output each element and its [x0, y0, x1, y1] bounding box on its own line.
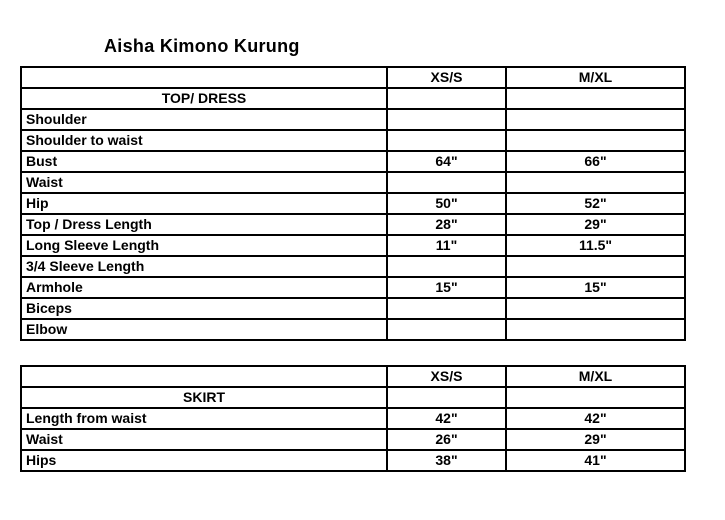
measurement-row — [21, 214, 685, 235]
measurement-value-cell: 66" — [506, 151, 685, 172]
measurement-value-cell — [506, 256, 685, 277]
measurement-label-cell: Shoulder — [21, 109, 387, 130]
measurement-label-cell: Waist — [21, 172, 387, 193]
measurement-value-cell: 50" — [387, 193, 506, 214]
size-column-header: M/XL — [506, 366, 685, 387]
empty-value-cell — [506, 387, 685, 408]
measurement-value-cell — [387, 130, 506, 151]
measurement-value-cell: 28" — [387, 214, 506, 235]
measurement-value-cell — [387, 256, 506, 277]
measurement-label-cell: Hip — [21, 193, 387, 214]
measurement-label-cell: Waist — [21, 429, 387, 450]
measurement-value-cell: 42" — [387, 408, 506, 429]
top-dress-table-body — [21, 67, 685, 340]
measurement-row — [21, 429, 685, 450]
measurement-value-cell: 52" — [506, 193, 685, 214]
measurement-row — [21, 408, 685, 429]
measurement-label-cell: Top / Dress Length — [21, 214, 387, 235]
skirt-table-body — [21, 366, 685, 471]
measurement-value-cell: 41" — [506, 450, 685, 471]
page-title: Aisha Kimono Kurung — [104, 36, 300, 56]
size-column-header: XS/S — [387, 366, 506, 387]
measurement-value-cell — [387, 319, 506, 340]
measurement-value-cell: 15" — [506, 277, 685, 298]
measurement-value-cell: 11" — [387, 235, 506, 256]
measurement-row — [21, 235, 685, 256]
measurement-value-cell — [506, 298, 685, 319]
measurement-row — [21, 319, 685, 340]
measurement-label-cell: Shoulder to waist — [21, 130, 387, 151]
empty-value-cell — [387, 387, 506, 408]
empty-value-cell — [506, 88, 685, 109]
header-spacer-cell — [21, 67, 387, 88]
measurement-label-cell: Long Sleeve Length — [21, 235, 387, 256]
section-row — [21, 88, 685, 109]
measurement-row — [21, 298, 685, 319]
size-column-header: XS/S — [387, 67, 506, 88]
size-header-row — [21, 366, 685, 387]
measurement-row — [21, 277, 685, 298]
measurement-value-cell: 26" — [387, 429, 506, 450]
measurement-value-cell — [506, 319, 685, 340]
skirt-table — [20, 365, 686, 472]
measurement-label-cell: Elbow — [21, 319, 387, 340]
size-column-header: M/XL — [506, 67, 685, 88]
measurement-value-cell — [506, 109, 685, 130]
measurement-label-cell: Armhole — [21, 277, 387, 298]
measurement-value-cell: 29" — [506, 429, 685, 450]
measurement-row — [21, 109, 685, 130]
measurement-value-cell: 29" — [506, 214, 685, 235]
measurement-row — [21, 256, 685, 277]
section-row — [21, 387, 685, 408]
measurement-value-cell — [506, 172, 685, 193]
measurement-value-cell — [387, 172, 506, 193]
header-spacer-cell — [21, 366, 387, 387]
measurement-value-cell: 42" — [506, 408, 685, 429]
measurement-row — [21, 151, 685, 172]
measurement-row — [21, 172, 685, 193]
section-header-cell: TOP/ DRESS — [21, 88, 387, 109]
section-header-cell: SKIRT — [21, 387, 387, 408]
measurement-row — [21, 193, 685, 214]
measurement-value-cell — [506, 130, 685, 151]
measurement-value-cell: 11.5" — [506, 235, 685, 256]
measurement-label-cell: Biceps — [21, 298, 387, 319]
measurement-value-cell: 38" — [387, 450, 506, 471]
measurement-row — [21, 130, 685, 151]
measurement-value-cell — [387, 109, 506, 130]
empty-value-cell — [387, 88, 506, 109]
measurement-label-cell: Length from waist — [21, 408, 387, 429]
measurement-value-cell: 64" — [387, 151, 506, 172]
measurement-label-cell: Hips — [21, 450, 387, 471]
measurement-label-cell: Bust — [21, 151, 387, 172]
measurement-value-cell — [387, 298, 506, 319]
measurement-value-cell: 15" — [387, 277, 506, 298]
measurement-row — [21, 450, 685, 471]
top-dress-table — [20, 66, 686, 341]
measurement-label-cell: 3/4 Sleeve Length — [21, 256, 387, 277]
size-header-row — [21, 67, 685, 88]
